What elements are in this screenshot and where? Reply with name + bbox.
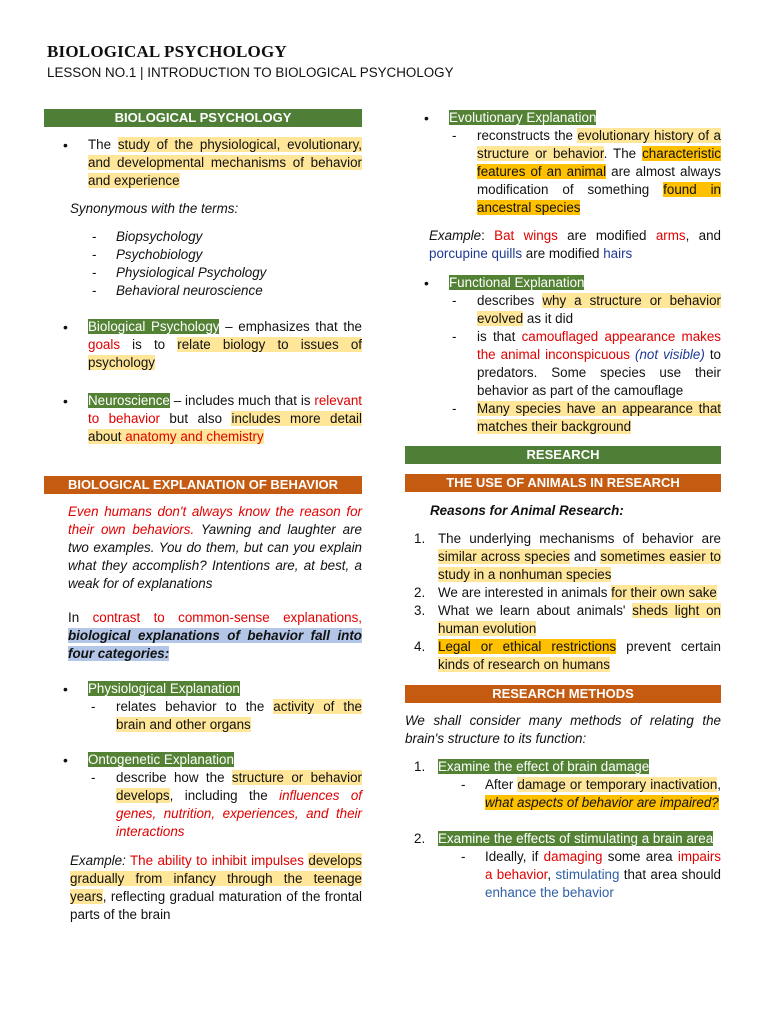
text: relates behavior to the: [116, 699, 274, 714]
text: :: [481, 228, 495, 243]
text: – emphasizes that the: [219, 319, 362, 334]
text-red: relevant to behavior: [88, 393, 362, 426]
text: but also: [159, 411, 232, 426]
method-detail: [405, 848, 721, 902]
text-highlight: why a structure or behavior evolved: [477, 293, 721, 326]
text-highlight: structure or behavior develops: [116, 770, 362, 803]
text-highlight: for their own sake: [611, 585, 717, 600]
methods-list: [405, 758, 721, 902]
text-red: arms: [655, 228, 686, 243]
ontogenetic-example: [44, 852, 362, 924]
text-blue: hairs: [603, 246, 633, 261]
text: to predators. Some species use their behavior as part of the camouflage: [477, 347, 721, 398]
functional-detail-2: [405, 328, 721, 400]
text: In: [68, 610, 93, 625]
term-tag: Ontogenetic Explanation: [88, 752, 234, 767]
contrast-paragraph: [44, 609, 362, 663]
text-highlight: evolutionary history of a structure or behavior: [477, 128, 721, 161]
text-highlight: relate biology to issues of psychology: [88, 337, 362, 370]
text: . The: [603, 146, 643, 161]
text-highlight-blue: biological explanations of behavior fall into four categories:: [68, 628, 362, 661]
term-tag: Examine the effect of brain damage: [438, 759, 650, 774]
term-tag: Neuroscience: [88, 393, 170, 408]
synonyms-list: [44, 228, 362, 300]
definition-highlight: study of the physiological, evolutionary, and developmental mechanisms of behavior and experience: [88, 137, 362, 188]
synonym-item: - Behavioral neuroscience: [44, 282, 362, 300]
text-red: camouflaged appearance makes the animal inconspicuous: [477, 329, 721, 362]
text: ,: [547, 867, 556, 882]
text: as it did: [523, 311, 574, 326]
text-blue: (not visible): [635, 347, 705, 362]
text: and: [569, 549, 601, 564]
text: are almost always modification of something: [477, 164, 721, 197]
text-red: contrast to common-sense explanations,: [92, 610, 362, 625]
term-tag: Biological Psychology: [88, 319, 220, 334]
synonyms-intro: Synonymous with the terms:: [70, 201, 239, 216]
text: is that: [477, 329, 522, 344]
text: describes: [477, 293, 543, 308]
evolutionary-detail: [405, 127, 721, 217]
text-red: The ability to inhibit impulses: [130, 853, 304, 868]
text: prevent certain: [616, 639, 722, 654]
synonym-item: - Biopsychology: [44, 228, 362, 246]
text-red: impairs a behavior: [485, 849, 721, 882]
text-highlight-orange: Legal or ethical restrictions: [438, 639, 617, 654]
text: After: [485, 777, 518, 792]
text: – includes much that is: [169, 393, 315, 408]
example-label: Example:: [70, 853, 126, 868]
text-highlight: kinds of research on humans: [438, 657, 610, 672]
reasons-list: [405, 530, 721, 674]
text-highlight: includes more detail about: [88, 411, 363, 444]
text-blue: porcupine quills: [429, 246, 523, 261]
reason-item: 1. The underlying mechanisms of behavior are similar across species and sometimes easier to study in a nonhuman species: [414, 531, 721, 582]
text-highlight: similar across species: [438, 549, 570, 564]
synonym-item: - Physiological Psychology: [44, 264, 362, 282]
physiological-detail: [44, 698, 362, 734]
ontogenetic-bullet: [44, 751, 362, 769]
text-red: influences of genes, nutrition, experiences, and their interactions: [116, 788, 363, 839]
physiological-bullet: [44, 680, 362, 698]
definition-bullet: [44, 136, 362, 190]
section-bar-use-of-animals: THE USE OF ANIMALS IN RESEARCH: [405, 474, 721, 492]
text-red: damaging: [543, 849, 603, 864]
biological-psychology-bullet: [44, 318, 362, 372]
synonym-item: - Psychobiology: [44, 246, 362, 264]
text-red: Bat wings: [494, 228, 558, 243]
text-blue: enhance the behavior: [485, 885, 614, 900]
method-item: 1. Examine the effect of brain damage: [414, 759, 650, 774]
text: are modified: [557, 228, 656, 243]
methods-intro: We shall consider many methods of relating the brain's structure to its function:: [405, 713, 721, 746]
text: , reflecting gradual maturation of the frontal parts of the brain: [70, 889, 362, 922]
section-bar-research-methods: RESEARCH METHODS: [405, 685, 721, 703]
text: ,: [717, 777, 722, 792]
text-highlight-red: anatomy and chemistry: [125, 429, 264, 444]
text: are modified: [522, 246, 604, 261]
text: The underlying mechanisms of behavior are: [438, 531, 721, 546]
text: , and: [685, 228, 721, 243]
reasons-heading: Reasons for Animal Research:: [430, 503, 624, 518]
functional-detail-1: [405, 292, 721, 328]
text-highlight: Many species have an appearance that matches their background: [477, 401, 721, 434]
reason-item: 2. We are interested in animals for their own sake: [414, 585, 717, 600]
term-tag: Physiological Explanation: [88, 681, 240, 696]
text-highlight-orange: characteristic: [642, 146, 721, 161]
text-highlight: activity of the brain and other organs: [116, 699, 362, 732]
text: some area: [602, 849, 678, 864]
left-column: [44, 109, 362, 924]
functional-bullet: [405, 274, 721, 292]
functional-detail-3: [405, 400, 721, 436]
text: Ideally, if: [485, 849, 544, 864]
text-highlight: sheds light on human evolution: [438, 603, 721, 636]
text-highlight: damage or temporary inactivation: [517, 777, 718, 792]
text-highlight-orange: what aspects of behavior are impaired?: [485, 795, 719, 810]
text-blue: stimulating: [555, 867, 620, 882]
term-tag: Examine the effects of stimulating a brain area: [438, 831, 714, 846]
method-item: 2. Examine the effects of stimulating a brain area: [414, 831, 714, 846]
term-tag: Evolutionary Explanation: [449, 110, 597, 125]
text: that area should: [619, 867, 721, 882]
right-column: [405, 109, 721, 902]
text: We are interested in animals: [438, 585, 612, 600]
text: , including the: [169, 788, 280, 803]
text-highlight-orange: features of an animal: [477, 164, 607, 179]
text-highlight-orange: found in ancestral species: [477, 182, 722, 215]
text: reconstructs the: [477, 128, 578, 143]
section-bar-research: RESEARCH: [405, 446, 721, 464]
document-subtitle: LESSON NO.1 | INTRODUCTION TO BIOLOGICAL PSYCHOLOGY: [47, 65, 454, 80]
term-tag: Functional Explanation: [449, 275, 585, 290]
text: What we learn about animals': [438, 603, 633, 618]
section-bar-biological-psychology: BIOLOGICAL PSYCHOLOGY: [44, 109, 362, 127]
text: The: [88, 137, 118, 152]
intro-paragraph: [44, 503, 362, 593]
document-title: BIOLOGICAL PSYCHOLOGY: [47, 42, 287, 61]
text: describe how the: [116, 770, 232, 785]
text-red: goals: [88, 337, 121, 352]
ontogenetic-detail: [44, 769, 362, 841]
text-highlight: develops gradually from infancy through the teenage years: [70, 853, 362, 904]
evolutionary-bullet: [405, 109, 721, 127]
text: Yawning and laughter are two examples. You do them, but can you explain what they accomplish? Intentions are, at best, a weak for of explanations: [68, 522, 362, 591]
example-label: Example: [429, 228, 482, 243]
text: is to: [120, 337, 178, 352]
neuroscience-bullet: [44, 392, 362, 446]
evolutionary-example: [405, 227, 721, 263]
section-bar-biological-explanation: BIOLOGICAL EXPLANATION OF BEHAVIOR: [44, 476, 362, 494]
reason-item: 4. Legal or ethical restrictions prevent certain kinds of research on humans: [414, 639, 722, 672]
text-highlight: sometimes easier to study in a nonhuman species: [438, 549, 721, 582]
reason-item: 3. What we learn about animals' sheds light on human evolution: [414, 603, 721, 636]
method-detail: [405, 776, 721, 812]
text-red: Even humans don't always know the reason for their own behaviors.: [68, 504, 362, 537]
